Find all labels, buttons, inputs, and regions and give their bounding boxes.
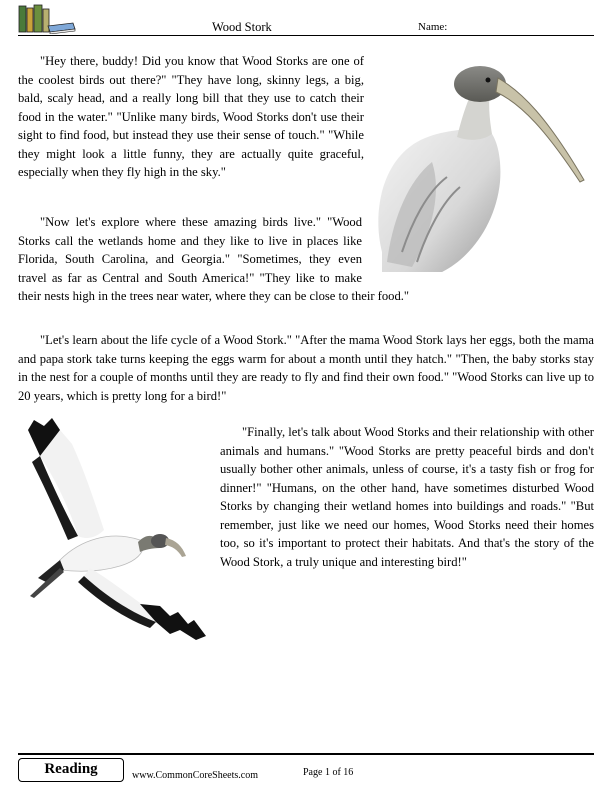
books-icon (18, 4, 76, 34)
name-label: Name: (418, 21, 448, 33)
page-number: Page 1 of 16 (303, 767, 354, 778)
page-header (0, 0, 612, 36)
reading-badge: Reading (18, 758, 124, 782)
site-url: www.CommonCoreSheets.com (132, 770, 259, 781)
paragraph-life-cycle: "Let's learn about the life cycle of a Wood Stork." "After the mama Wood Stork lays her eggs, both the mama and papa stork take turns keeping the eggs warm for about a month until they hatch." "Then, the baby storks stay in the nest for a couple of months until they are ready to fly and find their own food." "Wood Storks can live up to 20 years, which is pretty long for a bird!" (18, 333, 594, 403)
page-title: Wood Stork (212, 20, 272, 34)
footer-divider (18, 753, 594, 755)
paragraph-intro: "Hey there, buddy! Did you know that Wood Storks are one of the coolest birds out there?" "They have long, skinny legs, a big, bald, scaly head, and a really long bill that they use to catch their food in the water." "Unlike many birds, Wood Storks don't use their sight to find food, but instead they use their sense of touch." "While they might look a little funny, they are actually quite graceful, especially when they fly high in the sky." (18, 54, 364, 179)
wood-stork-flying-image (20, 400, 212, 648)
paragraph-relationships: "Finally, let's talk about Wood Storks and their relationship with other animals and humans." "Wood Storks are pretty peaceful birds and don't usually bother other animals, unless of course, it's a tasty fish or frog for dinner!" "Humans, on the other hand, have sometimes disturbed Wood Storks by changing their wetland homes into buildings and roads." "But remember, just like we need our homes, Wood Storks need their homes too, so it's important to protect their habitats. And that's the story of the Wood Stork, a truly unique and interesting bird!" (220, 425, 594, 569)
paragraph-habitat-text: "Now let's explore where these amazing birds live." "Wood Storks call the wetlands home and they like to live in places like Florida, South Carolina, and Georgia." "Sometimes, they even travel as far as Central and South America!" "They like to make their nests high in the trees near water, where they can be close to their food." (18, 215, 410, 303)
wood-stork-portrait-image (372, 62, 590, 272)
header-divider (18, 35, 594, 36)
